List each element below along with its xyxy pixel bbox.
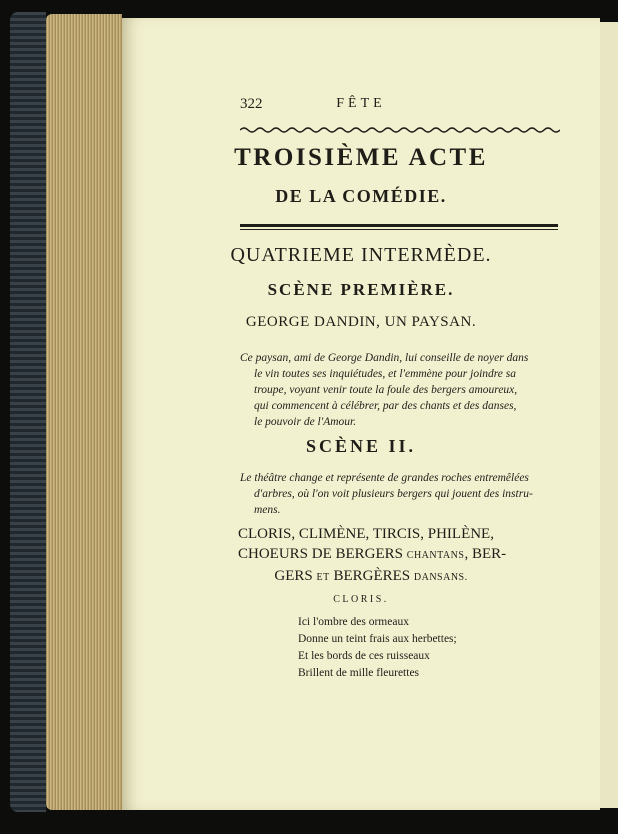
act-subtitle: DE LA COMÉDIE.: [275, 186, 447, 206]
verse-line: Et les bords de ces ruisseaux: [298, 650, 430, 662]
running-title: FÊTE: [336, 96, 386, 111]
characters-smallcaps: CHANTANS: [406, 550, 465, 561]
characters-text: , BER-: [464, 546, 507, 562]
direction-line: Ce paysan, ami de George Dandin, lui conseille de noyer dans: [240, 352, 529, 364]
act-title: TROISIÈME ACTE: [234, 144, 488, 171]
direction-line: d'arbres, où l'on voit plusieurs bergers qui jouent des instru-: [254, 488, 533, 500]
scene-one-characters: GEORGE DANDIN, UN PAYSAN.: [245, 314, 477, 330]
characters-text: GERS: [274, 568, 313, 584]
direction-line: Le théâtre change et représente de grandes roches entremêlées: [240, 472, 529, 484]
book-binding: [10, 12, 46, 812]
speaker-name: CLORIS.: [333, 594, 389, 605]
characters-line: [238, 544, 564, 566]
characters-smallcaps: DANSANS.: [413, 572, 468, 583]
characters-line: [238, 566, 564, 588]
facing-page-edge: [598, 22, 618, 808]
characters-smallcaps: ET: [316, 572, 330, 583]
direction-line: qui commencent à célébrer, par des chants et des danses,: [254, 400, 517, 412]
verse-line: Brillent de mille fleurettes: [298, 667, 420, 679]
direction-line: troupe, voyant venir toute la foule des bergers amoureux,: [254, 384, 518, 396]
page-edges: [46, 14, 122, 810]
scene-one-title: SCÈNE PREMIÈRE.: [267, 280, 455, 299]
verse: [298, 614, 538, 682]
verse-line: Ici l'ombre des ormeaux: [298, 616, 409, 628]
page-number: 322: [240, 96, 263, 112]
characters-text: CHOEURS DE BERGERS: [238, 546, 404, 562]
verse-line: Donne un teint frais aux herbettes;: [298, 633, 457, 645]
scene-two-characters: [238, 524, 564, 588]
interlude-title: QUATRIEME INTERMÈDE.: [230, 244, 492, 266]
characters-line: CLORIS, CLIMÈNE, TIRCIS, PHILÈNE,: [238, 526, 494, 542]
scene-one-stage-direction: [240, 350, 562, 430]
characters-text: BERGÈRES: [333, 568, 411, 584]
double-rule: [240, 224, 558, 227]
scene-two-stage-direction: [240, 470, 562, 518]
wavy-rule: [240, 126, 560, 134]
scene-two-title: SCÈNE II.: [305, 436, 417, 456]
direction-line: le vin toutes ses inquiétudes, et l'emmène pour joindre sa: [254, 368, 517, 380]
direction-line: mens.: [254, 504, 281, 516]
book-page: [122, 18, 600, 810]
direction-line: le pouvoir de l'Amour.: [254, 416, 357, 428]
running-head: [122, 96, 600, 118]
